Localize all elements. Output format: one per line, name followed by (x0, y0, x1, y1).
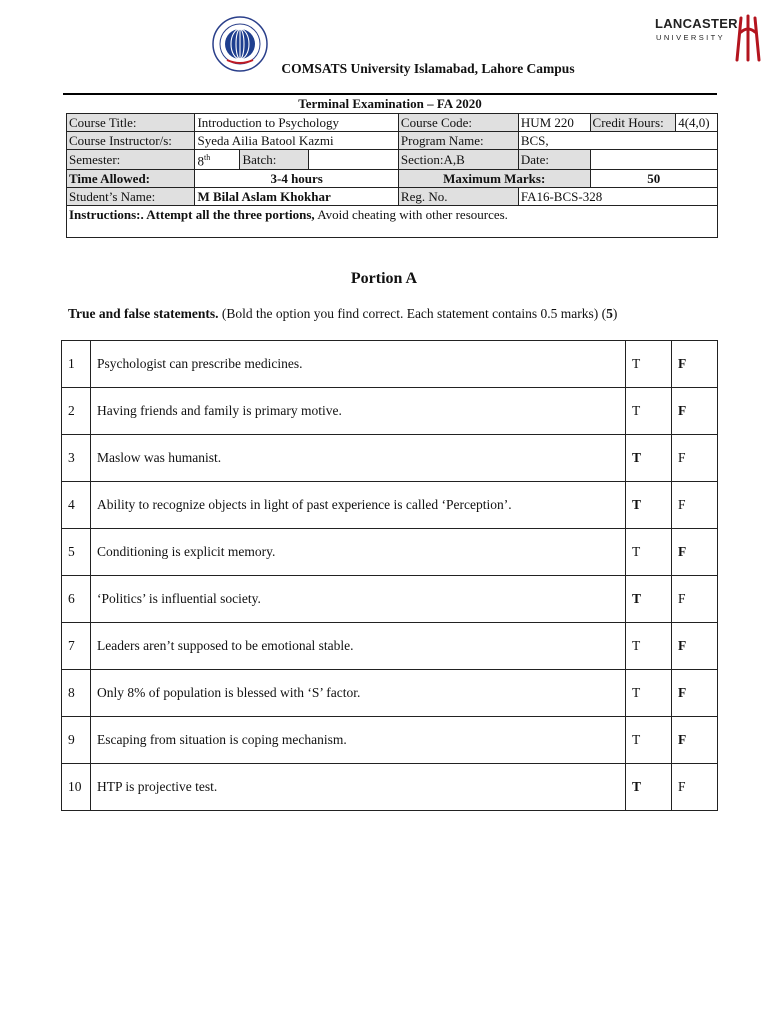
credit-hours-label: Credit Hours: (590, 114, 676, 132)
tf-marks: 5 (606, 306, 613, 321)
semester-label: Semester: (67, 150, 195, 170)
option-false[interactable]: F (672, 764, 718, 811)
question-row (62, 623, 718, 670)
program-label: Program Name: (398, 132, 518, 150)
option-true[interactable]: T (626, 717, 672, 764)
max-marks-label: Maximum Marks: (398, 170, 590, 188)
question-text: Escaping from situation is coping mechanism. (91, 717, 626, 764)
option-true[interactable]: T (626, 388, 672, 435)
option-true[interactable]: T (626, 529, 672, 576)
option-true[interactable]: T (626, 482, 672, 529)
course-info-table (66, 113, 718, 238)
question-number: 6 (62, 576, 91, 623)
date-value (590, 150, 717, 170)
option-true[interactable]: T (626, 670, 672, 717)
question-number: 4 (62, 482, 91, 529)
instructions-bold: Instructions:. Attempt all the three portions, (69, 207, 315, 223)
program-value: BCS, (518, 132, 717, 150)
max-marks-value: 50 (590, 170, 717, 188)
course-title-label: Course Title: (67, 114, 195, 132)
question-row (62, 670, 718, 717)
option-true[interactable]: T (626, 764, 672, 811)
portion-instructions (68, 306, 617, 322)
question-number: 1 (62, 341, 91, 388)
question-row (62, 576, 718, 623)
lancaster-crest-icon (731, 14, 765, 62)
course-code-label: Course Code: (398, 114, 518, 132)
section-label: Section:A,B (398, 150, 518, 170)
question-text: Ability to recognize objects in light of past experience is called ‘Perception’. (91, 482, 626, 529)
student-name-value: M Bilal Aslam Khokhar (195, 188, 398, 206)
tf-close: ) (612, 306, 618, 321)
course-title-value: Introduction to Psychology (195, 114, 398, 132)
tf-note: (Bold the option you find correct. Each statement contains 0.5 marks) ( (218, 306, 607, 321)
credit-hours-value: 4(4,0) (676, 114, 718, 132)
question-number: 3 (62, 435, 91, 482)
option-false[interactable]: F (672, 435, 718, 482)
lancaster-logo (655, 14, 765, 62)
instructor-value: Syeda Ailia Batool Kazmi (195, 132, 398, 150)
batch-value (308, 150, 398, 170)
time-allowed-label: Time Allowed: (67, 170, 195, 188)
question-number: 10 (62, 764, 91, 811)
question-text: Psychologist can prescribe medicines. (91, 341, 626, 388)
batch-label: Batch: (240, 150, 309, 170)
question-row (62, 435, 718, 482)
semester-suffix: th (203, 153, 211, 162)
course-code-value: HUM 220 (518, 114, 590, 132)
option-false[interactable]: F (672, 529, 718, 576)
exam-title: Terminal Examination – FA 2020 (298, 96, 482, 111)
lancaster-name: LANCASTER (655, 16, 738, 31)
student-name-label: Student’s Name: (67, 188, 195, 206)
option-true[interactable]: T (626, 576, 672, 623)
question-text: ‘Politics’ is influential society. (91, 576, 626, 623)
reg-no-value: FA16-BCS-328 (518, 188, 717, 206)
university-name: COMSATS University Islamabad, Lahore Campus (281, 61, 575, 76)
question-text: Having friends and family is primary motive. (91, 388, 626, 435)
question-number: 5 (62, 529, 91, 576)
instructions (67, 206, 718, 238)
portion-title: Portion A (350, 270, 418, 287)
question-number: 8 (62, 670, 91, 717)
question-number: 9 (62, 717, 91, 764)
instructor-label: Course Instructor/s: (67, 132, 195, 150)
date-label: Date: (518, 150, 590, 170)
question-row (62, 341, 718, 388)
question-text: Maslow was humanist. (91, 435, 626, 482)
option-false[interactable]: F (672, 670, 718, 717)
time-allowed-value: 3-4 hours (195, 170, 398, 188)
option-false[interactable]: F (672, 341, 718, 388)
question-number: 2 (62, 388, 91, 435)
tf-heading: True and false statements. (68, 306, 219, 321)
option-false[interactable]: F (672, 482, 718, 529)
option-false[interactable]: F (672, 717, 718, 764)
option-false[interactable]: F (672, 388, 718, 435)
question-row (62, 764, 718, 811)
semester-number: 8 (197, 153, 204, 169)
question-row (62, 529, 718, 576)
question-row (62, 482, 718, 529)
reg-no-label: Reg. No. (398, 188, 518, 206)
question-text: HTP is projective test. (91, 764, 626, 811)
lancaster-sub: UNIVERSITY (656, 33, 726, 42)
question-row (62, 717, 718, 764)
semester-value (195, 150, 240, 170)
true-false-table (61, 340, 718, 811)
question-text: Leaders aren’t supposed to be emotional stable. (91, 623, 626, 670)
option-true[interactable]: T (626, 341, 672, 388)
option-true[interactable]: T (626, 435, 672, 482)
question-text: Conditioning is explicit memory. (91, 529, 626, 576)
question-text: Only 8% of population is blessed with ‘S’ factor. (91, 670, 626, 717)
question-number: 7 (62, 623, 91, 670)
question-row (62, 388, 718, 435)
option-false[interactable]: F (672, 623, 718, 670)
instructions-rest: Avoid cheating with other resources. (314, 207, 508, 223)
option-false[interactable]: F (672, 576, 718, 623)
option-true[interactable]: T (626, 623, 672, 670)
